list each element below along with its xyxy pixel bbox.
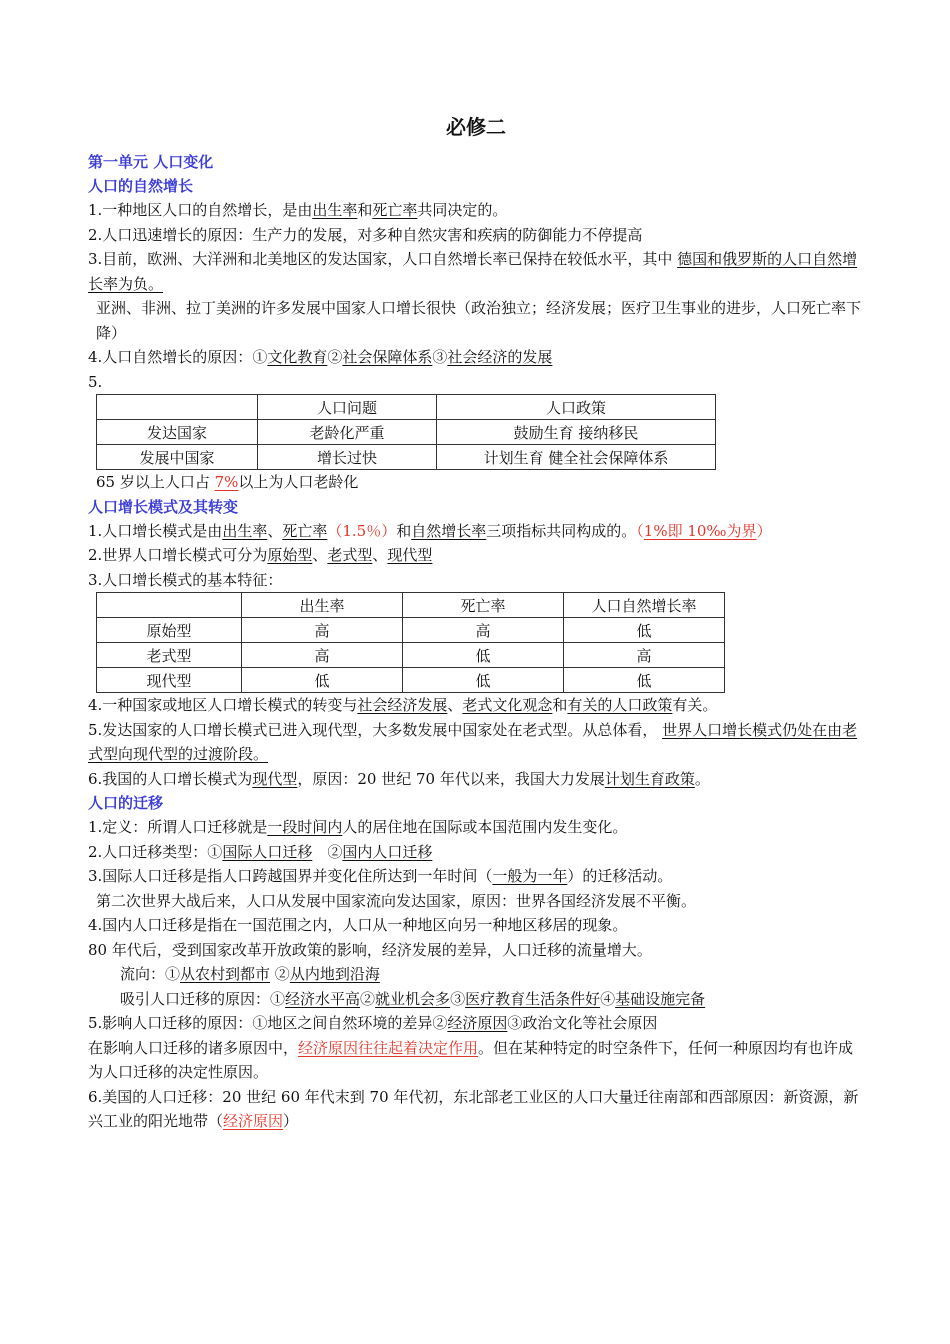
table-cell: 现代型 (97, 668, 242, 693)
underlined-text: 一段时间内 (267, 818, 343, 836)
paragraph (88, 543, 864, 568)
underlined-text: 老式型 (327, 546, 373, 564)
text: ③政治文化等社会原因 (507, 1014, 658, 1032)
text: ② (327, 348, 343, 366)
text: 、 (267, 521, 283, 540)
table-cell: 原始型 (97, 618, 242, 643)
paragraph (88, 693, 864, 718)
document-page (88, 112, 864, 1134)
text: 2.世界人口增长模式可分为 (88, 546, 268, 564)
text: ② (312, 842, 343, 861)
underlined-text: 就业机会多 (375, 989, 451, 1008)
text: 3.目前，欧洲、大洋洲和北美地区的发达国家，人口自然增长率已保持在较低水平，其中 (88, 250, 678, 268)
text: 有关。 (672, 696, 718, 714)
underlined-text: 老式文化观念 (462, 696, 553, 714)
text: 3.国际人口迁移是指人口跨越国界并变化住所达到一年时间（ (88, 867, 493, 885)
underlined-text: 有关的人口政策 (567, 696, 673, 714)
paragraph (88, 519, 864, 544)
paragraph (88, 987, 864, 1012)
text: ） (283, 1112, 299, 1130)
paragraph (88, 718, 864, 767)
underlined-text: 社会保障体系 (342, 348, 433, 366)
text: ② (360, 989, 376, 1008)
table-cell (97, 593, 242, 618)
text: 、 (312, 546, 328, 564)
paragraph: 第二次世界大战后来，人口从发展中国家流向发达国家，原因：世界各国经济发展不平衡。 (96, 891, 697, 910)
paragraph (88, 470, 864, 495)
paragraph (88, 345, 864, 370)
text: 5.发达国家的人口增长模式已进入现代型，大多数发展中国家处在老式型。从总体看， (88, 720, 663, 739)
highlight-text: （1.5％） (327, 521, 397, 540)
section-heading-migration: 人口的迁移 (88, 794, 164, 812)
text: 1.一种地区人口的自然增长，是由 (88, 201, 313, 219)
underlined-text: 现代型 (387, 546, 433, 564)
text: 流向：① (120, 965, 181, 983)
underlined-text: 出生率 (312, 201, 358, 219)
highlight-text: （ (636, 521, 644, 540)
text: 和 (396, 521, 412, 540)
text: 、 (447, 696, 463, 714)
text: 人的居住地在国际或本国范围内发生变化。 (342, 818, 628, 836)
text: 以上为人口老龄化 (238, 473, 359, 491)
paragraph (88, 198, 864, 223)
paragraph (88, 767, 864, 792)
population-policy-table (96, 394, 716, 470)
text: 三项指标共同构成的。 (486, 521, 637, 540)
text: ④ (600, 989, 616, 1008)
table-cell: 人口政策 (437, 395, 716, 420)
table-row (97, 445, 716, 470)
underlined-text: 出生率 (222, 521, 268, 540)
paragraph (88, 815, 864, 840)
text: 在影响人口迁移的诸多原因中， (88, 1038, 299, 1057)
highlight-text: 经济原因往往起着决定作用 (298, 1038, 479, 1057)
table-cell: 高 (242, 618, 403, 643)
underlined-text: 国际人口迁移 (222, 842, 313, 861)
underlined-text: 德国和俄罗斯的人口自然增长率为负。 (88, 250, 858, 293)
underlined-text: 经济水平高 (285, 989, 361, 1008)
text: 共同决定的。 (417, 201, 508, 219)
highlight-text: 经济原因 (223, 1112, 284, 1130)
table-cell: 死亡率 (403, 593, 564, 618)
table-row (97, 668, 725, 693)
text: ，原因：20 世纪 70 年代以来，我国大力发展 (297, 769, 605, 788)
paragraph (88, 1011, 864, 1036)
text: 吸引人口迁移的原因：① (120, 989, 286, 1008)
table-header-row (97, 593, 725, 618)
underlined-text: 死亡率 (372, 201, 418, 219)
text: 65 岁以上人口占 (96, 473, 215, 491)
paragraph (88, 962, 864, 987)
paragraph: 4.国内人口迁移是指在一国范围之内，人口从一种地区向另一种地区移居的现象。 (88, 916, 628, 934)
paragraph: 5. (88, 372, 103, 391)
paragraph (88, 1085, 864, 1134)
paragraph (88, 247, 864, 296)
table-cell: 计划生育 健全社会保障体系 (437, 445, 716, 470)
section-heading-growth-model: 人口增长模式及其转变 (88, 497, 239, 516)
underlined-text: 社会经济发展 (357, 696, 448, 714)
table-cell: 高 (564, 643, 725, 668)
paragraph: 2.人口迅速增长的原因：生产力的发展，对多种自然灾害和疾病的防御能力不停提高 (88, 225, 643, 244)
section-heading-natural-growth: 人口的自然增长 (88, 177, 194, 195)
text: 。 (694, 769, 710, 788)
underlined-text: 医疗教育生活条件好 (465, 989, 601, 1008)
underlined-text: 世界人口增长模式仍处在由老式型向现代型的过渡阶段。 (88, 720, 858, 763)
table-cell: 低 (403, 668, 564, 693)
underlined-text: 国内人口迁移 (342, 842, 433, 861)
paragraph: 亚洲、非洲、拉丁美洲的许多发展中国家人口增长很快（政治独立；经济发展；医疗卫生事业的进步，人口死亡率下降） (96, 299, 862, 342)
underlined-text: 现代型 (252, 769, 298, 788)
text: ② (270, 965, 290, 983)
text: 1.定义：所谓人口迁移就是 (88, 818, 268, 836)
text: 2.人口迁移类型：① (88, 842, 223, 861)
table-cell: 高 (403, 618, 564, 643)
highlight-text: 7% (214, 473, 239, 491)
table-cell: 低 (564, 618, 725, 643)
text: 4.人口自然增长的原因：① (88, 348, 268, 366)
underlined-text: 从农村到都市 (180, 965, 271, 983)
table-header-row (97, 395, 716, 420)
unit-heading: 第一单元 人口变化 (88, 153, 214, 171)
text: 4.一种国家或地区人口增长模式的转变与 (88, 696, 358, 714)
text: 6.我国的人口增长模式为 (88, 769, 253, 788)
underlined-text: 一般为一年 (492, 867, 568, 885)
table-cell: 老式型 (97, 643, 242, 668)
table-cell: 发展中国家 (97, 445, 258, 470)
text: 5.影响人口迁移的原因：①地区之间自然环境的差异② (88, 1014, 448, 1032)
underlined-text: 经济原因 (447, 1014, 508, 1032)
underlined-text: 死亡率 (282, 521, 328, 540)
table-cell: 人口问题 (258, 395, 437, 420)
text: 1.人口增长模式是由 (88, 521, 223, 540)
table-row (97, 643, 725, 668)
table-row (97, 618, 725, 643)
highlight-text: ） (756, 521, 772, 540)
text: 。但在某种特定的时空条件下，任何一种原因均有也许成为人口迁移的决定性原因。 (88, 1038, 854, 1081)
text: 6.美国的人口迁移：20 世纪 60 年代末到 70 年代初，东北部老工业区的人口大量迁往南部和西部原因：新资源，新兴工业的阳光地带（ (88, 1087, 859, 1130)
text: ③ (450, 989, 466, 1008)
paragraph (88, 864, 864, 889)
underlined-text: 社会经济的发展 (447, 348, 553, 366)
underlined-text: 原始型 (267, 546, 313, 564)
table-cell: 低 (403, 643, 564, 668)
underlined-text: 基础设施完备 (615, 989, 706, 1008)
underlined-text: 计划生育政策 (604, 769, 695, 788)
table-cell: 出生率 (242, 593, 403, 618)
text: 、 (372, 546, 388, 564)
table-cell: 老龄化严重 (258, 420, 437, 445)
text: 和 (357, 201, 373, 219)
table-cell: 人口自然增长率 (564, 593, 725, 618)
paragraph (88, 1036, 864, 1085)
table-cell: 低 (564, 668, 725, 693)
paragraph (88, 840, 864, 865)
page-title: 必修二 (446, 115, 506, 139)
table-cell: 鼓励生育 接纳移民 (437, 420, 716, 445)
table-row (97, 420, 716, 445)
text: 和 (552, 696, 568, 714)
highlight-text: 1%即 10‰为界 (643, 521, 757, 540)
underlined-text: 文化教育 (267, 348, 328, 366)
table-cell: 增长过快 (258, 445, 437, 470)
underlined-text: 从内地到沿海 (289, 965, 380, 983)
paragraph: 80 年代后，受到国家改革开放政策的影响，经济发展的差异，人口迁移的流量增大。 (88, 940, 652, 959)
underlined-text: 自然增长率 (411, 521, 487, 540)
paragraph: 3.人口增长模式的基本特征： (88, 570, 283, 589)
table-cell: 发达国家 (97, 420, 258, 445)
text: ③ (432, 348, 448, 366)
table-cell: 高 (242, 643, 403, 668)
table-cell: 低 (242, 668, 403, 693)
table-cell (97, 395, 258, 420)
text: ）的迁移活动。 (567, 867, 673, 885)
growth-model-table (96, 592, 725, 693)
